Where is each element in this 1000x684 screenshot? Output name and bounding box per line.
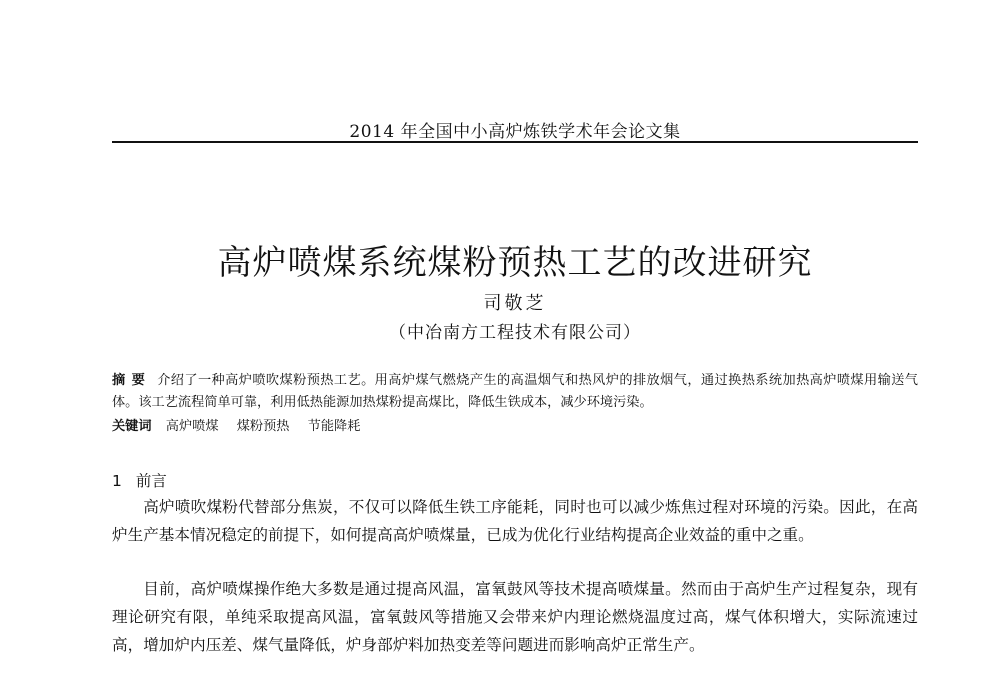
body-paragraph-1: 高炉喷吹煤粉代替部分焦炭，不仅可以降低生铁工序能耗，同时也可以减少炼焦过程对环境的污染。因此，在高炉生产基本情况稳定的前提下，如何提高高炉喷煤量，已成为优化行业结构提高企业效益的重中之重。 [112, 498, 918, 544]
body-paragraph-2: 目前，高炉喷煤操作绝大多数是通过提高风温，富氧鼓风等技术提高喷煤量。然而由于高炉生产过程复杂，现有理论研究有限，单纯采取提高风温，富氧鼓风等措施又会带来炉内理论燃烧温度过高，煤气体积增大，实际流速过高，增加炉内压差、煤气量降低，炉身部炉料加热变差等问题进而影响高炉正常生产。 [112, 580, 918, 654]
abstract-label: 摘要 [112, 373, 152, 388]
keywords [112, 416, 918, 438]
keywords-label: 关键词 [112, 419, 152, 434]
header-rule [112, 141, 918, 143]
abstract [112, 370, 918, 414]
keyword-item: 高炉喷煤 [165, 419, 219, 434]
paper-title: 高炉喷煤系统煤粉预热工艺的改进研究 [217, 242, 813, 283]
section-number: 1 [112, 472, 122, 490]
running-header: 2014 年全国中小高炉炼铁学术年会论文集 [349, 122, 681, 142]
author-name: 司敬芝 [483, 293, 547, 314]
section-title: 前言 [135, 472, 167, 490]
author-affiliation: （中冶南方工程技术有限公司） [389, 323, 641, 343]
abstract-text: 介绍了一种高炉喷吹煤粉预热工艺。用高炉煤气燃烧产生的高温烟气和热风炉的排放烟气，通过换热系统加热高炉喷煤用输送气体。该工艺流程简单可靠，利用低热能源加热煤粉提高煤比，降低生铁成本，减少环境污染。 [112, 373, 918, 410]
section-heading [112, 469, 918, 491]
keyword-item: 节能降耗 [307, 419, 361, 434]
keyword-item: 煤粉预热 [236, 419, 290, 434]
